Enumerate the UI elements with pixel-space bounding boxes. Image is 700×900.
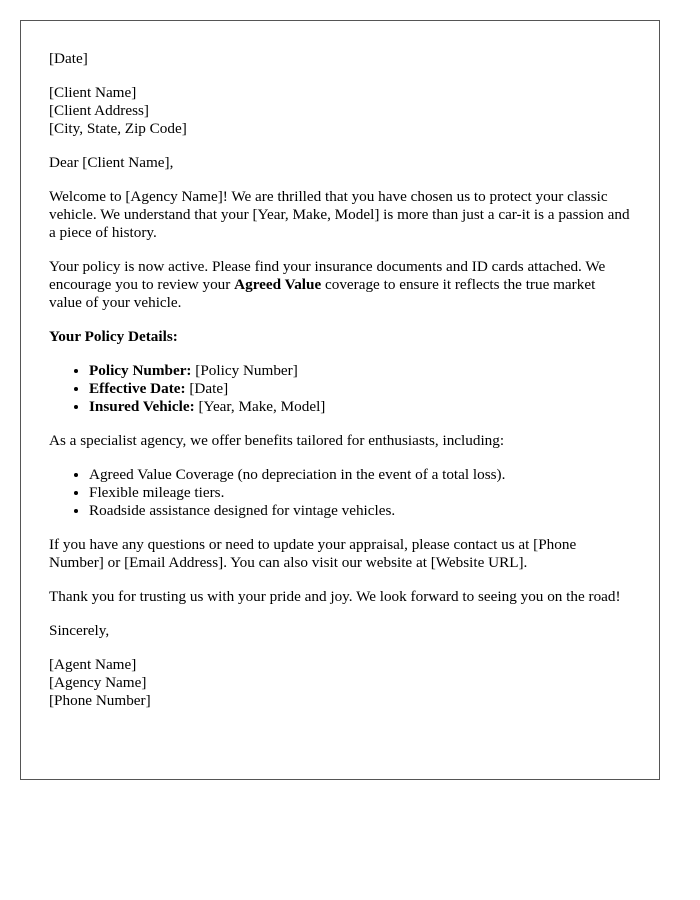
recipient-city-state-zip: [City, State, Zip Code] xyxy=(49,120,187,137)
signature-block xyxy=(49,656,631,710)
policy-detail-item xyxy=(89,362,631,380)
policy-detail-label: Effective Date: xyxy=(89,380,186,397)
intro-paragraph: Welcome to [Agency Name]! We are thrilled that you have chosen us to protect your classic vehicle. We understand that your [Year, Make, Model] is more than just a car-it is a passion and a piece of history. xyxy=(49,188,630,241)
policy-detail-item xyxy=(89,398,631,416)
letter-date: [Date] xyxy=(49,50,88,67)
signature-agent-name: [Agent Name] xyxy=(49,656,137,673)
policy-paragraph-text-after: coverage to ensure it reflects the true market value of your vehicle. xyxy=(49,276,596,311)
agreed-value-emphasis: Agreed Value xyxy=(234,276,322,293)
benefit-item: • Agreed Value Coverage (no depreciation in the event of a total loss). xyxy=(89,466,631,484)
contact-paragraph: If you have any questions or need to update your appraisal, please contact us at [Phone Number] or [Email Address]. You can also visit our website at [Website URL]. xyxy=(49,536,577,571)
recipient-address: [Client Address] xyxy=(49,102,149,119)
policy-detail-value: [Year, Make, Model] xyxy=(194,398,326,415)
policy-details-list xyxy=(49,362,631,416)
closing: Sincerely, xyxy=(49,622,110,639)
thanks-paragraph: Thank you for trusting us with your pride and joy. We look forward to seeing you on the road! xyxy=(49,588,621,605)
benefit-item: • Roadside assistance designed for vintage vehicles. xyxy=(89,502,631,520)
benefits-list xyxy=(49,466,631,520)
letter-page xyxy=(20,20,660,780)
recipient-block xyxy=(49,84,631,138)
policy-detail-item xyxy=(89,380,631,398)
policy-detail-value: [Date] xyxy=(185,380,229,397)
policy-details-heading: Your Policy Details: xyxy=(49,328,178,345)
benefits-intro: As a specialist agency, we offer benefits tailored for enthusiasts, including: xyxy=(49,432,505,449)
recipient-name: [Client Name] xyxy=(49,84,137,101)
policy-detail-label: Insured Vehicle: xyxy=(89,398,195,415)
policy-paragraph xyxy=(49,258,631,312)
signature-agency-name: [Agency Name] xyxy=(49,674,147,691)
policy-paragraph-text-before: Your policy is now active. Please find your insurance documents and ID cards attached. We encourage you to review your xyxy=(49,258,606,293)
benefit-item: • Flexible mileage tiers. xyxy=(89,484,631,502)
signature-phone-number: [Phone Number] xyxy=(49,692,151,709)
policy-detail-value: [Policy Number] xyxy=(191,362,298,379)
policy-detail-label: Policy Number: xyxy=(89,362,192,379)
salutation: Dear [Client Name], xyxy=(49,154,174,171)
